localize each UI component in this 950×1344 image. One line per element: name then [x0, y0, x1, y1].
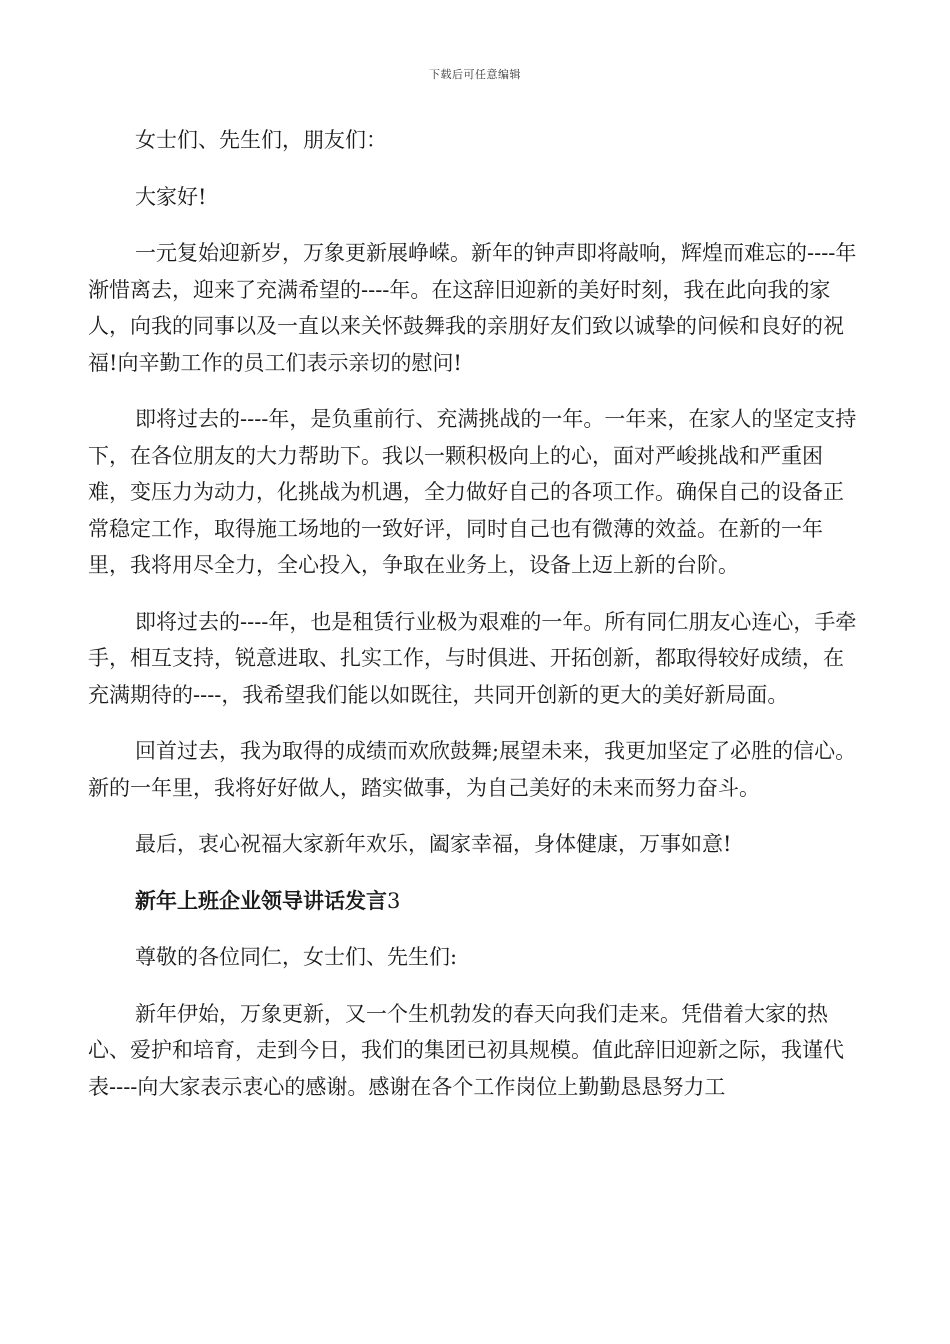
paragraph-past-year-review: 即将过去的----年，是负重前行、充满挑战的一年。一年来，在家人的坚定支持下，在各位朋友的大力帮助下。我以一颗积极向上的心，面对严峻挑战和严重困难，变压力为动力，化挑战为机遇，全力做好自己的各项工作。确保自己的设备正常稳定工作，取得施工场地的一致好评，同时自己也有微薄的效益。在新的一年里，我将用尽全力，全心投入，争取在业务上，设备上迈上新的台阶。: [88, 407, 857, 577]
section-paragraph: 新年伊始，万象更新，又一个生机勃发的春天向我们走来。凭借着大家的热心、爱护和培育，走到今日，我们的集团已初具规模。值此辞旧迎新之际，我谨代表----向大家表示衷心的感谢。感谢在各个工作岗位上勤勤恳恳努力工: [88, 1001, 844, 1099]
paragraph-looking-forward: 回首过去，我为取得的成绩而欢欣鼓舞;展望未来，我更加坚定了必胜的信心。新的一年里，我将好好做人，踏实做事，为自己美好的未来而努力奋斗。: [88, 739, 857, 800]
document-body: [88, 122, 863, 1125]
page-header-note: 下载后可任意编辑: [429, 68, 521, 81]
salutation: 女士们、先生们，朋友们：: [135, 128, 387, 152]
section-heading: [88, 883, 863, 920]
paragraph-new-year-opening: 一元复始迎新岁，万象更新展峥嵘。新年的钟声即将敲响，辉煌而难忘的----年渐惜离去，迎来了充满希望的----年。在这辞旧迎新的美好时刻，我在此向我的家人，向我的同事以及一直以来关怀鼓舞我的亲朋好友们致以诚挚的问候和良好的祝福!向辛勤工作的员工们表示亲切的慰问!: [88, 241, 857, 375]
greeting: 大家好!: [135, 184, 207, 209]
paragraph-closing-wishes: 最后，衷心祝福大家新年欢乐，阖家幸福，身体健康，万事如意!: [135, 832, 732, 856]
section-salutation: 尊敬的各位同仁，女士们、先生们:: [135, 945, 458, 969]
paragraph-industry-year: 即将过去的----年，也是租赁行业极为艰难的一年。所有同仁朋友心连心，手牵手，相互支持，锐意进取、扎实工作，与时俱进、开拓创新，都取得较好成绩，在充满期待的----，我希望我们能以如既往，共同开创新的更大的美好新局面。: [88, 609, 857, 707]
section-number: 3: [387, 888, 401, 913]
section-title: 新年上班企业领导讲话发言: [135, 887, 387, 913]
